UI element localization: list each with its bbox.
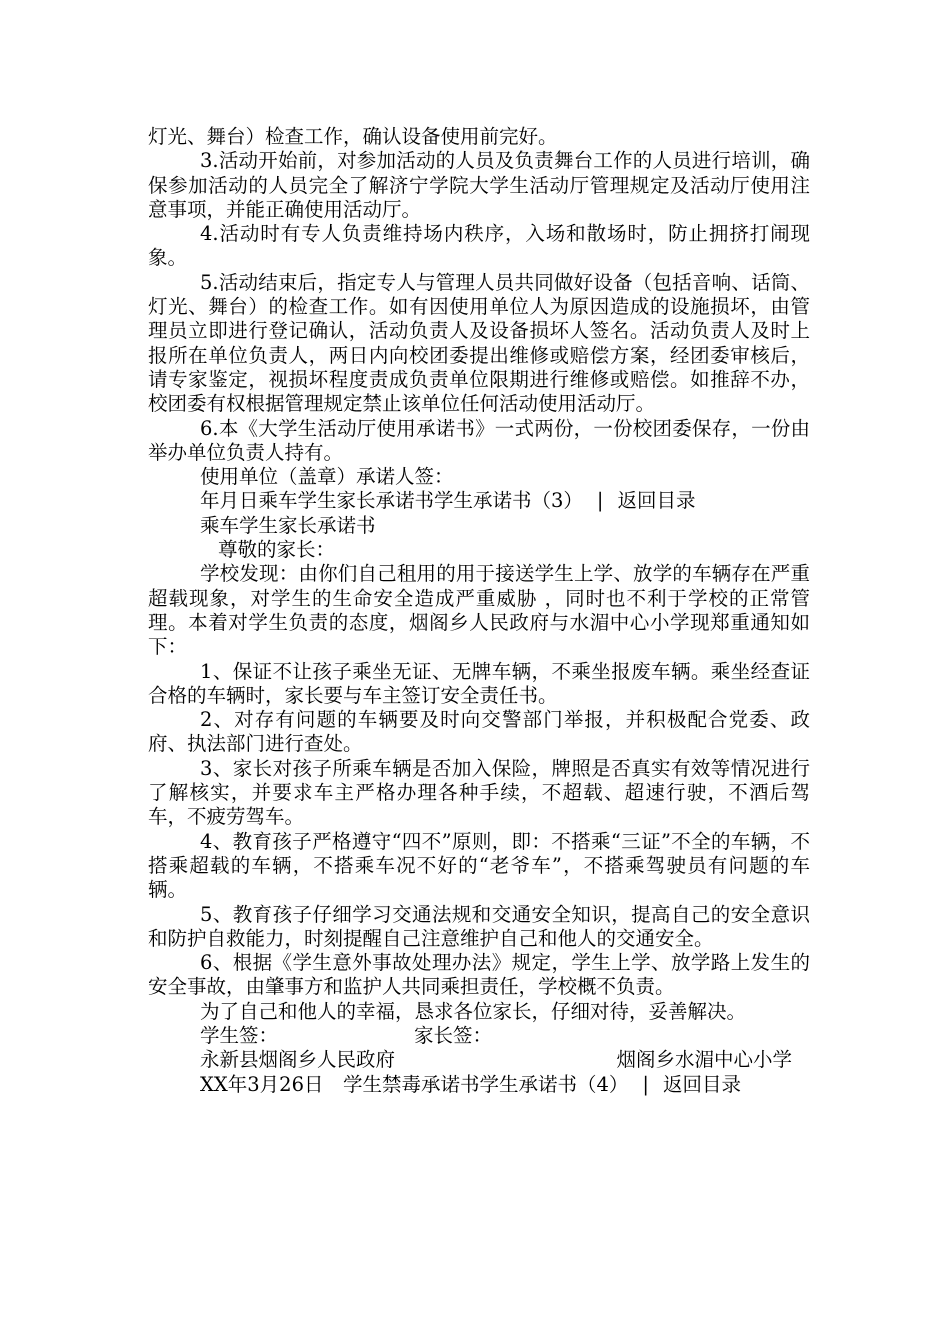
section-link-text: 年月日乘车学生家长承诺书学生承诺书（3） xyxy=(200,489,583,513)
paragraph-rule-1: 1、保证不让孩子乘坐无证、无牌车辆，不乘坐报废车辆。乘坐经查证合格的车辆时，家长要与车主签订安全责任书。 xyxy=(148,659,810,707)
signature-line-unit: 使用单位（盖章）承诺人签： xyxy=(200,465,454,489)
parent-signature-label: 家长签： xyxy=(414,1023,493,1047)
separator: | xyxy=(596,489,604,513)
date-and-section-text: XX年3月26日 学生禁毒承诺书学生承诺书（4） xyxy=(200,1072,629,1096)
organization-row xyxy=(148,1048,810,1072)
signature-row xyxy=(148,1024,810,1048)
paragraph-rule-2: 2、对存有问题的车辆要及时向交警部门举报，并积极配合党委、政府、执法部门进行查处。 xyxy=(148,708,810,756)
section-link-line-3 xyxy=(148,489,810,513)
student-signature-label: 学生签： xyxy=(200,1023,279,1047)
school-name: 烟阁乡水湄中心小学 xyxy=(616,1048,792,1072)
paragraph-item-6: 6.本《大学生活动厅使用承诺书》一式两份，一份校团委保存，一份由举办单位负责人持有。 xyxy=(148,416,810,464)
document-body xyxy=(148,125,810,1097)
paragraph-notice: 学校发现：由你们自己租用的用于接送学生上学、放学的车辆存在严重超载现象，对学生的生命安全造成严重威胁 ，同时也不利于学校的正常管理。本着对学生负责的态度，烟阁乡人民政府与水湄中心小学现郑重通知如下： xyxy=(148,562,810,659)
back-to-toc-link[interactable]: 返回目录 xyxy=(662,1072,741,1096)
paragraph-closing: 为了自己和他人的幸福，恳求各位家长，仔细对待，妥善解决。 xyxy=(200,999,747,1023)
section-link-line-4 xyxy=(148,1073,810,1097)
government-name: 永新县烟阁乡人民政府 xyxy=(200,1048,396,1072)
paragraph-item-4: 4.活动时有专人负责维持场内秩序，入场和散场时，防止拥挤打闹现象。 xyxy=(148,222,810,270)
paragraph-item-3: 3.活动开始前，对参加活动的人员及负责舞台工作的人员进行培训，确保参加活动的人员完全了解济宁学院大学生活动厅管理规定及活动厅使用注意事项，并能正确使用活动厅。 xyxy=(148,149,810,221)
paragraph-rule-3: 3、家长对孩子所乘车辆是否加入保险，牌照是否真实有效等情况进行了解核实，并要求车主严格办理各种手续，不超载、超速行驶，不酒后驾车，不疲劳驾车。 xyxy=(148,756,810,829)
separator: | xyxy=(642,1072,649,1096)
back-to-toc-link[interactable]: 返回目录 xyxy=(617,489,696,513)
section-heading: 乘车学生家长承诺书 xyxy=(200,513,376,537)
salutation: 尊敬的家长： xyxy=(218,538,336,562)
paragraph-rule-5: 5、教育孩子仔细学习交通法规和交通安全知识，提高自己的安全意识和防护自救能力，时刻提醒自己注意维护自己和他人的交通安全。 xyxy=(148,902,810,950)
paragraph-rule-4: 4、教育孩子严格遵守“四不”原则，即：不搭乘“三证”不全的车辆，不搭乘超载的车辆，不搭乘车况不好的“老爷车”，不搭乘驾驶员有问题的车辆。 xyxy=(148,829,810,902)
paragraph-equipment-check: 灯光、舞台）检查工作，确认设备使用前完好。 xyxy=(148,125,558,148)
paragraph-item-5: 5.活动结束后，指定专人与管理人员共同做好设备（包括音响、话筒、灯光、舞台）的检查工作。如有因使用单位人为原因造成的设施损坏，由管理员立即进行登记确认，活动负责人及设备损坏人签名。活动负责人及时上报所在单位负责人，两日内向校团委提出维修或赔偿方案，经团委审核后，请专家鉴定，视损坏程度责成负责单位限期进行维修或赔偿。如推辞不办，校团委有权根据管理规定禁止该单位任何活动使用活动厅。 xyxy=(148,270,810,416)
paragraph-rule-6: 6、根据《学生意外事故处理办法》规定，学生上学、放学路上发生的安全事故，由肇事方和监护人共同乘担责任，学校概不负责。 xyxy=(148,951,810,999)
